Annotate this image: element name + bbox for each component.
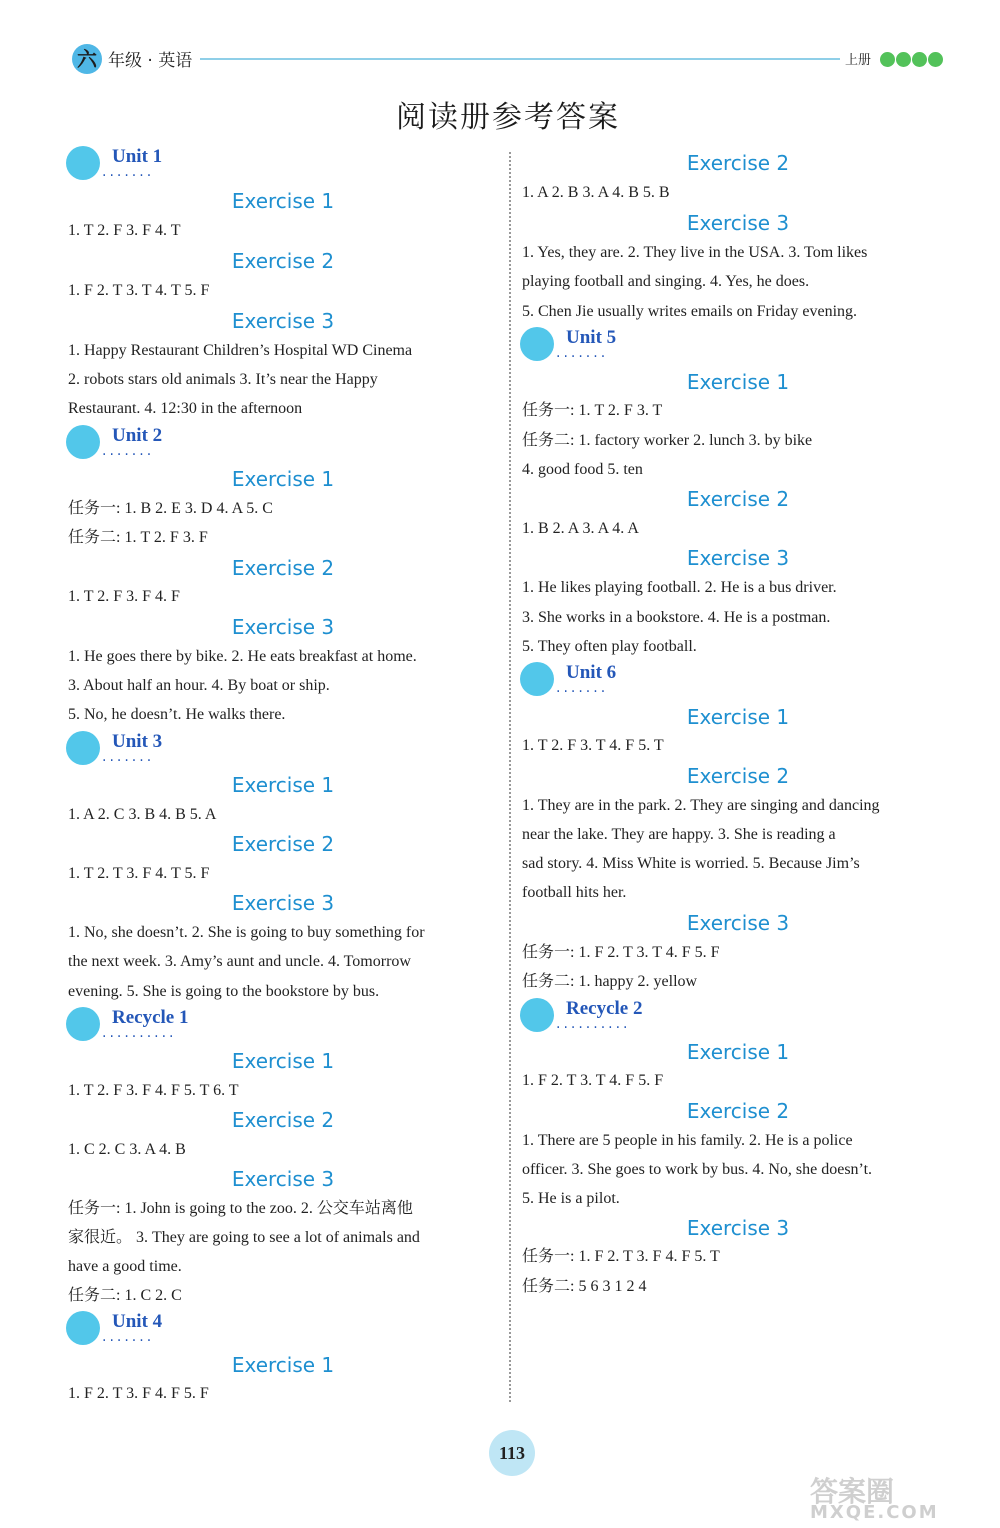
answer-line: Restaurant. 4. 12:30 in the afternoon [68,400,303,417]
answer-line: 1. C 2. C 3. A 4. B [68,1141,186,1158]
unit-circle-icon [66,146,100,180]
grade-badge: 六 [72,44,102,74]
exercise-title: Exercise 2 [686,487,790,511]
unit-label: Recycle 2 [566,998,643,1019]
exercise-title: Exercise 3 [686,211,790,235]
exercise-title: Exercise 3 [686,1216,790,1240]
unit-dots-decoration: ······· [102,168,155,184]
header-title: 年级 · 英语 [108,51,193,71]
unit-dots-decoration: ······· [102,1333,155,1349]
exercise-title: Exercise 1 [231,1353,335,1377]
answer-line: 任务二: 1. factory worker 2. lunch 3. by bike [522,432,813,449]
exercise-title: Exercise 2 [231,249,335,273]
exercise-title: Exercise 1 [231,773,335,797]
answer-line: 5. They often play football. [522,638,697,655]
answer-line: 1. F 2. T 3. T 4. F 5. F [522,1072,664,1089]
unit-dots-decoration: ······· [556,349,609,365]
answer-line: officer. 3. She goes to work by bus. 4. No, she doesn’t. [522,1161,873,1178]
unit-dots-decoration: ······· [102,447,155,463]
answer-line: football hits her. [522,884,627,901]
answer-line: 1. He goes there by bike. 2. He eats breakfast at home. [68,648,417,665]
unit-label: Unit 2 [112,425,163,446]
unit-dots-decoration: ······· [556,684,609,700]
unit-circle-icon [520,662,554,696]
answer-line: 任务一: 1. F 2. T 3. T 4. F 5. F [522,944,720,961]
answer-line: 5. Chen Jie usually writes emails on Friday evening. [522,303,858,320]
answer-line: 1. T 2. F 3. F 4. F 5. T 6. T [68,1082,239,1099]
answer-line: 任务二: 1. happy 2. yellow [522,973,698,990]
answer-line: 1. T 2. F 3. F 4. T [68,222,181,239]
answer-line: evening. 5. She is going to the bookstore by bus. [68,983,380,1000]
answer-line: 1. T 2. F 3. F 4. F [68,588,180,605]
answer-line: 任务一: 1. B 2. E 3. D 4. A 5. C [68,500,273,517]
unit-dots-decoration: ······· [102,753,155,769]
answer-line: 1. Yes, they are. 2. They live in the USA. 3. Tom likes [522,244,868,261]
exercise-title: Exercise 3 [686,911,790,935]
answer-line: the next week. 3. Amy’s aunt and uncle. 4. Tomorrow [68,953,411,970]
answer-line: 任务一: 1. John is going to the zoo. 2. 公交车站离他 [68,1200,413,1217]
answer-line: 任务一: 1. F 2. T 3. F 4. F 5. T [522,1248,720,1265]
answer-line: 2. robots stars old animals 3. It’s near the Happy [68,371,378,388]
exercise-title: Exercise 2 [231,1108,335,1132]
answer-line: 任务二: 1. C 2. C [68,1287,182,1304]
answer-line: 1. No, she doesn’t. 2. She is going to buy something for [68,924,425,941]
header-dots-decoration [880,52,943,67]
exercise-title: Exercise 2 [231,556,335,580]
exercise-title: Exercise 3 [231,615,335,639]
answer-line: sad story. 4. Miss White is worried. 5. Because Jim’s [522,855,860,872]
answer-line: 1. They are in the park. 2. They are singing and dancing [522,797,880,814]
exercise-title: Exercise 2 [686,1099,790,1123]
unit-circle-icon [66,425,100,459]
answer-line: 1. F 2. T 3. T 4. T 5. F [68,282,210,299]
answer-line: 1. F 2. T 3. F 4. F 5. F [68,1385,209,1402]
unit-label: Unit 5 [566,327,617,348]
answer-line: 1. He likes playing football. 2. He is a bus driver. [522,579,837,596]
unit-label: Unit 3 [112,731,163,752]
unit-dots-decoration: ·········· [556,1020,631,1036]
exercise-title: Exercise 2 [686,764,790,788]
unit-circle-icon [520,327,554,361]
unit-label: Unit 4 [112,1311,163,1332]
exercise-title: Exercise 2 [686,151,790,175]
exercise-title: Exercise 1 [686,705,790,729]
exercise-title: Exercise 1 [686,370,790,394]
answer-line: 1. Happy Restaurant Children’s Hospital WD Cinema [68,342,413,359]
answer-line: 1. There are 5 people in his family. 2. He is a police [522,1132,853,1149]
exercise-title: Exercise 1 [686,1040,790,1064]
answer-line: 1. A 2. C 3. B 4. B 5. A [68,806,217,823]
answer-line: 1. A 2. B 3. A 4. B 5. B [522,184,670,201]
volume-label: 上册 [845,53,872,68]
watermark-logo: 答案圈 [810,1475,895,1508]
answer-line: 任务二: 5 6 3 1 2 4 [522,1278,647,1295]
column-divider [509,152,511,1402]
answer-line: near the lake. They are happy. 3. She is reading a [522,826,836,843]
watermark-url: MXQE.COM [810,1502,939,1523]
unit-circle-icon [66,731,100,765]
answer-line: 任务一: 1. T 2. F 3. T [522,402,663,419]
answer-line: 4. good food 5. ten [522,461,643,478]
answer-line: 1. B 2. A 3. A 4. A [522,520,639,537]
unit-label: Unit 1 [112,146,163,167]
exercise-title: Exercise 1 [231,1049,335,1073]
exercise-title: Exercise 3 [231,309,335,333]
answer-line: 1. T 2. T 3. F 4. T 5. F [68,865,210,882]
exercise-title: Exercise 3 [686,546,790,570]
unit-label: Recycle 1 [112,1007,189,1028]
exercise-title: Exercise 3 [231,891,335,915]
page-header [0,0,1000,80]
header-rule [200,58,840,60]
unit-circle-icon [66,1007,100,1041]
answer-line: have a good time. [68,1258,182,1275]
exercise-title: Exercise 2 [231,832,335,856]
unit-circle-icon [520,998,554,1032]
answer-line: 3. She works in a bookstore. 4. He is a postman. [522,609,831,626]
page-number: 113 [489,1430,535,1476]
exercise-title: Exercise 3 [231,1167,335,1191]
answer-line: 5. He is a pilot. [522,1190,620,1207]
answer-line: 家很近。 3. They are going to see a lot of animals and [68,1229,420,1246]
unit-label: Unit 6 [566,662,617,683]
answer-line: 1. T 2. F 3. T 4. F 5. T [522,737,664,754]
page-title: 阅读册参考答案 [396,100,620,135]
answer-line: 任务二: 1. T 2. F 3. F [68,529,208,546]
unit-dots-decoration: ·········· [102,1029,177,1045]
answer-line: playing football and singing. 4. Yes, he does. [522,273,810,290]
exercise-title: Exercise 1 [231,467,335,491]
answer-line: 3. About half an hour. 4. By boat or ship. [68,677,330,694]
answer-line: 5. No, he doesn’t. He walks there. [68,706,286,723]
unit-circle-icon [66,1311,100,1345]
exercise-title: Exercise 1 [231,189,335,213]
